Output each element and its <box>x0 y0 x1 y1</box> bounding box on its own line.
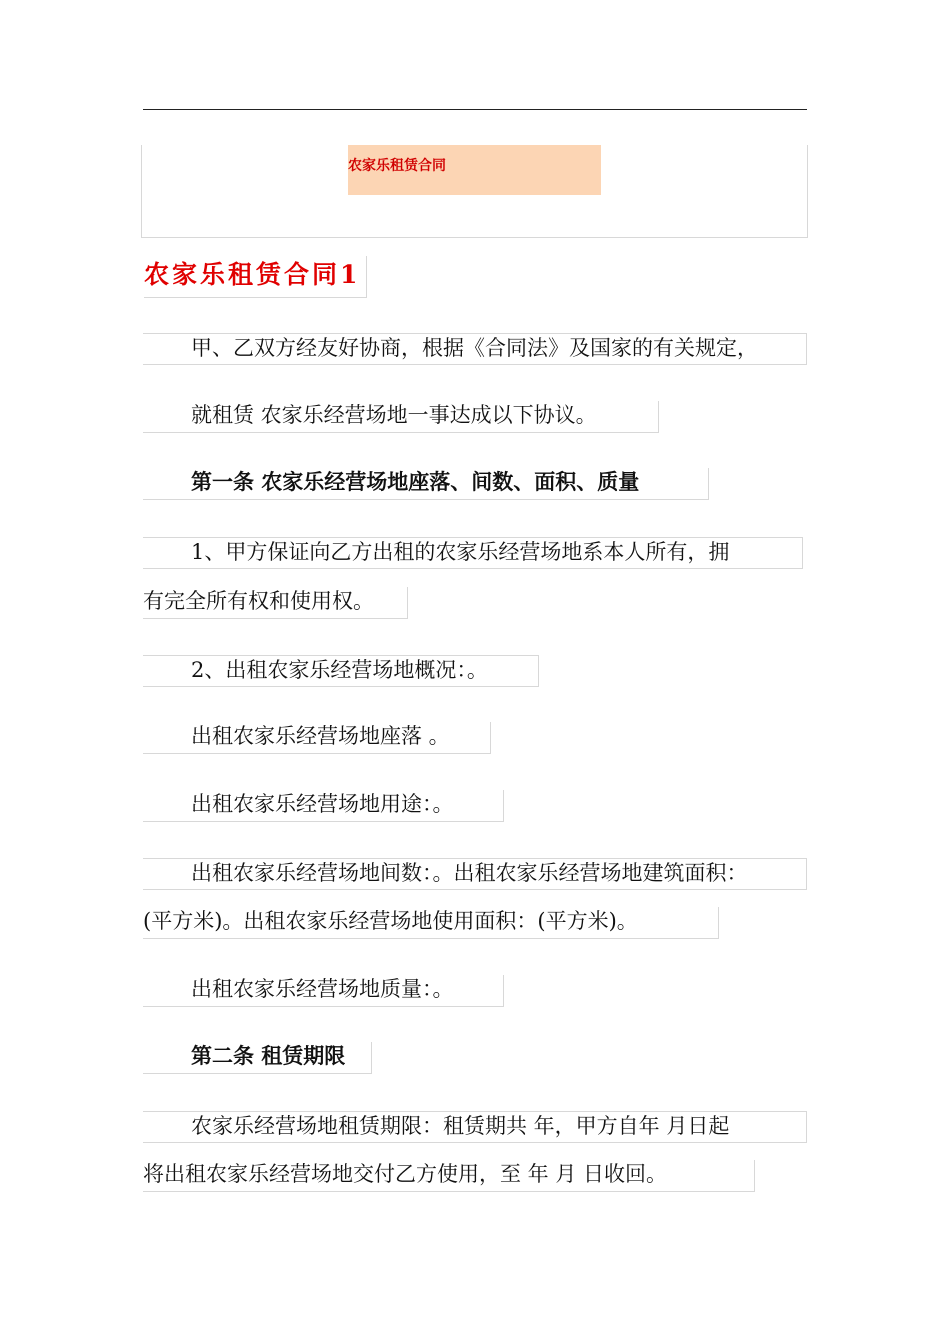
paragraph-line: 有完全所有权和使用权。 <box>143 587 408 619</box>
paragraph-line: 就租赁 农家乐经营场地一事达成以下协议。 <box>143 401 659 433</box>
article-heading: 第二条 租赁期限 <box>143 1042 372 1074</box>
paragraph-line: 出租农家乐经营场地质量：。 <box>143 975 504 1007</box>
paragraph-line: (平方米)。出租农家乐经营场地使用面积：(平方米)。 <box>143 907 719 939</box>
paragraph-line: 甲、乙双方经友好协商，根据《合同法》及国家的有关规定， <box>143 333 807 365</box>
header-label: 农家乐租赁合同 <box>348 145 601 195</box>
paragraph-line: 农家乐经营场地租赁期限：租赁期共 年，甲方自年 月日起 <box>143 1111 807 1143</box>
header-rule <box>143 109 807 110</box>
paragraph-line: 出租农家乐经营场地间数：。出租农家乐经营场地建筑面积： <box>143 858 807 890</box>
paragraph-line: 1、甲方保证向乙方出租的农家乐经营场地系本人所有，拥 <box>143 537 803 569</box>
paragraph-line: 将出租农家乐经营场地交付乙方使用，至 年 月 日收回。 <box>143 1160 755 1192</box>
paragraph-line: 出租农家乐经营场地座落 。 <box>143 722 491 754</box>
paragraph-line: 出租农家乐经营场地用途：。 <box>143 790 504 822</box>
paragraph-line: 2、出租农家乐经营场地概况：。 <box>143 655 539 687</box>
document-title: 农家乐租赁合同1 <box>144 256 367 298</box>
article-heading: 第一条 农家乐经营场地座落、间数、面积、质量 <box>143 468 709 500</box>
